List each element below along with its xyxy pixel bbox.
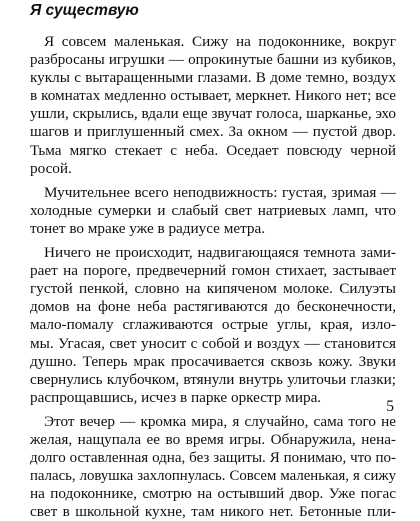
text-line: свет в школьной кухне, там никого нет. Бетонные пли- (30, 503, 396, 521)
body-text (30, 33, 396, 521)
text-line: палась, ловушка захлопнулась. Совсем маленькая, я сижу (30, 468, 396, 485)
text-line: Этот вечер — кромка мира, я случайно, сама того не (44, 412, 396, 430)
text-line: на подоконнике, смотрю на остывший двор. Уже погас (30, 485, 396, 503)
text-line: душно. Теперь мрак просачивается сквозь кожу. Звуки (30, 352, 396, 370)
text-line: мало-помалу сглаживаются острые углы, края, изло- (30, 316, 396, 334)
paragraph-4 (30, 413, 396, 521)
text-line: ушли, скрылись, вдали еще звучат голоса, шарканье, эхо (30, 105, 396, 123)
text-line: Тьма мягко стекает с неба. Оседает повсюду черной (30, 141, 396, 159)
paragraph-1 (30, 33, 396, 178)
text-line: разбросаны игрушки — опрокинутые башни из кубиков, (30, 52, 396, 69)
paragraph-3 (30, 244, 396, 407)
text-line: Я совсем маленькая. Сижу на подоконнике, вокруг (44, 33, 396, 50)
text-line: холодные сумерки и слабый свет натриевых ламп, что (30, 201, 396, 219)
text-line: долго оставленная одна, без защиты. Я понимаю, что по- (30, 450, 396, 467)
chapter-heading: Я существую (30, 2, 139, 19)
text-line: Мучительнее всего неподвижность: густая, зримая — (44, 183, 396, 201)
text-line: рает на пороге, предвечерний гомон стихает, застывает (30, 262, 396, 280)
text-line: росой. (30, 159, 72, 177)
paragraph-2 (30, 184, 396, 238)
text-line: распрощавшись, исчез в парке оркестр мира. (30, 388, 322, 406)
text-line: Ничего не происходит, надвигающаяся темнота зами- (44, 244, 396, 262)
text-line: в комнатах медленно остывает, меркнет. Никого нет; все (30, 87, 396, 105)
text-line: шагов и приглушенный смех. За окном — пустой двор. (30, 123, 396, 141)
text-line: желая, нащупала ее во время игры. Обнаружила, нена- (30, 430, 396, 448)
text-line: тонет во мраке уже в радиусе метра. (30, 219, 266, 237)
text-line: куклы с вытаращенными глазами. В доме темно, воздух (30, 69, 396, 87)
text-line: густой пенкой, словно на кипяченом молоке. Силуэты (30, 280, 396, 298)
text-line: домов на фоне неба растягиваются до бесконечности, (30, 298, 396, 316)
page-number: 5 (386, 398, 394, 415)
text-line: свернулись клубочком, втянули внутрь улиточьи глазки; (30, 370, 396, 388)
book-page (30, 0, 396, 521)
text-line: мы. Угасая, свет уносит с собой и воздух — становится (30, 334, 396, 352)
